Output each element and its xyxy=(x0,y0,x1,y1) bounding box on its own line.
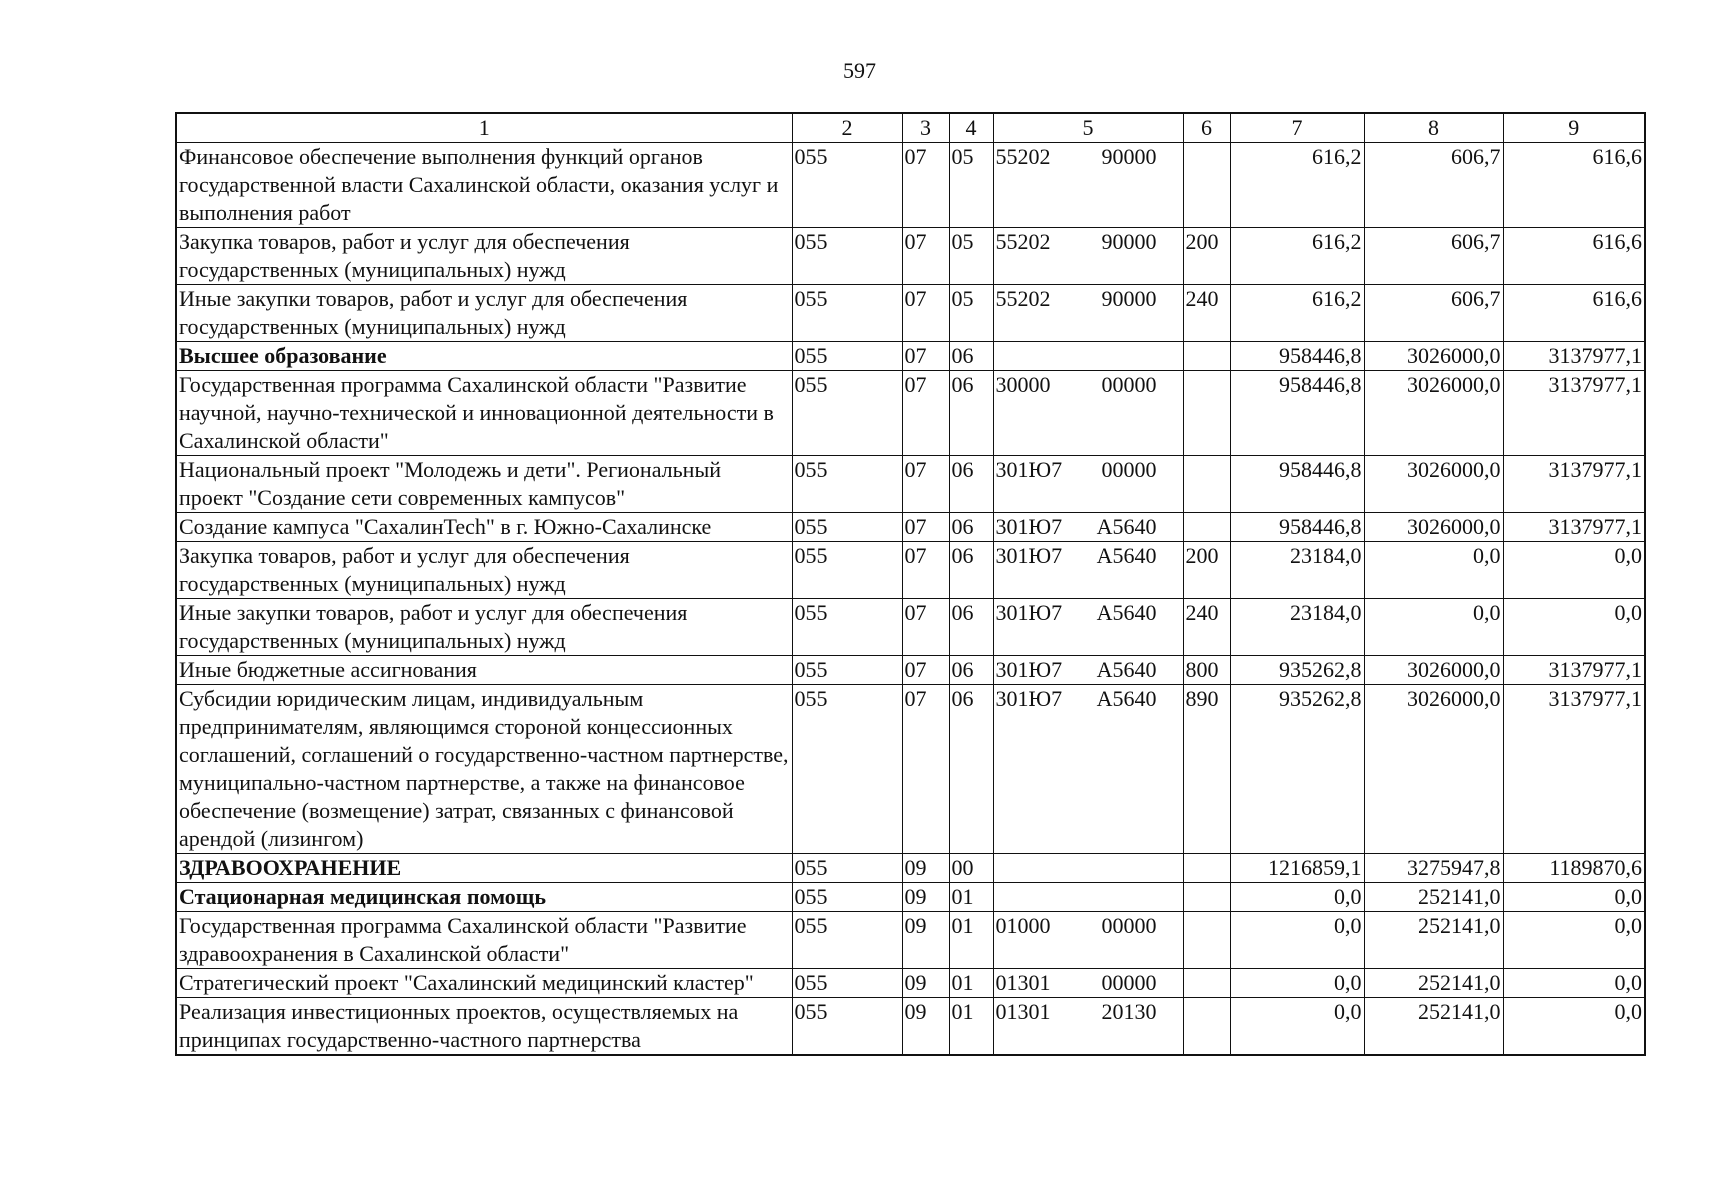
cell-c3: 07 xyxy=(902,599,949,656)
cell-c7: 935262,8 xyxy=(1230,656,1364,685)
table-row xyxy=(176,456,1645,513)
cell-c5-part-b: А5640 xyxy=(1096,514,1157,539)
cell-c7: 0,0 xyxy=(1230,912,1364,969)
cell-c5-part-b: 90000 xyxy=(1101,286,1157,311)
cell-c2: 055 xyxy=(792,228,902,285)
cell-c8: 0,0 xyxy=(1364,599,1503,656)
cell-c3: 07 xyxy=(902,342,949,371)
table-row xyxy=(176,143,1645,228)
cell-c8: 252141,0 xyxy=(1364,969,1503,998)
cell-c9: 3137977,1 xyxy=(1503,656,1645,685)
cell-c4: 06 xyxy=(949,656,993,685)
cell-c7: 0,0 xyxy=(1230,998,1364,1056)
cell-c6: 200 xyxy=(1183,542,1230,599)
cell-c3: 09 xyxy=(902,883,949,912)
cell-c2: 055 xyxy=(792,685,902,854)
cell-c5 xyxy=(993,285,1183,342)
cell-c6: 890 xyxy=(1183,685,1230,854)
cell-c6: 240 xyxy=(1183,285,1230,342)
cell-c5-part-a: 01301 xyxy=(995,970,1051,995)
cell-c8: 606,7 xyxy=(1364,143,1503,228)
cell-c2: 055 xyxy=(792,854,902,883)
cell-c3: 09 xyxy=(902,854,949,883)
cell-c5-part-b: 00000 xyxy=(1101,372,1157,397)
cell-c5-part-b: 90000 xyxy=(1101,144,1157,169)
cell-c2: 055 xyxy=(792,342,902,371)
cell-c5-part-b: 00000 xyxy=(1101,457,1157,482)
cell-c2: 055 xyxy=(792,912,902,969)
cell-c3: 07 xyxy=(902,685,949,854)
cell-c9: 3137977,1 xyxy=(1503,685,1645,854)
cell-c7: 0,0 xyxy=(1230,883,1364,912)
cell-c3: 09 xyxy=(902,969,949,998)
table-row xyxy=(176,599,1645,656)
cell-c9: 3137977,1 xyxy=(1503,513,1645,542)
cell-c6 xyxy=(1183,998,1230,1056)
row-name: Стратегический проект "Сахалинский медицинский кластер" xyxy=(176,969,792,998)
cell-c7: 958446,8 xyxy=(1230,371,1364,456)
page-number: 597 xyxy=(843,58,876,83)
cell-c3: 07 xyxy=(902,285,949,342)
table-row xyxy=(176,854,1645,883)
table-row xyxy=(176,285,1645,342)
cell-c7: 616,2 xyxy=(1230,228,1364,285)
table-row xyxy=(176,371,1645,456)
row-name: Иные бюджетные ассигнования xyxy=(176,656,792,685)
cell-c7: 0,0 xyxy=(1230,969,1364,998)
cell-c2: 055 xyxy=(792,599,902,656)
row-name: Государственная программа Сахалинской области "Развитие научной, научно-технической и инновационной деятельности в Сахалинской области" xyxy=(176,371,792,456)
cell-c8: 3275947,8 xyxy=(1364,854,1503,883)
cell-c4: 05 xyxy=(949,143,993,228)
cell-c2: 055 xyxy=(792,883,902,912)
cell-c7: 616,2 xyxy=(1230,285,1364,342)
cell-c3: 07 xyxy=(902,371,949,456)
cell-c3: 07 xyxy=(902,542,949,599)
cell-c6: 240 xyxy=(1183,599,1230,656)
cell-c2: 055 xyxy=(792,285,902,342)
cell-c8: 606,7 xyxy=(1364,285,1503,342)
cell-c3: 07 xyxy=(902,513,949,542)
cell-c5 xyxy=(993,998,1183,1056)
table-row xyxy=(176,883,1645,912)
cell-c6 xyxy=(1183,912,1230,969)
cell-c7: 616,2 xyxy=(1230,143,1364,228)
cell-c2: 055 xyxy=(792,656,902,685)
header-row xyxy=(176,113,1645,143)
cell-c9: 0,0 xyxy=(1503,542,1645,599)
cell-c8: 252141,0 xyxy=(1364,912,1503,969)
cell-c9: 616,6 xyxy=(1503,228,1645,285)
cell-c3: 07 xyxy=(902,143,949,228)
cell-c7: 23184,0 xyxy=(1230,542,1364,599)
cell-c5 xyxy=(993,228,1183,285)
cell-c2: 055 xyxy=(792,456,902,513)
cell-c4: 06 xyxy=(949,456,993,513)
cell-c5-part-b: А5640 xyxy=(1096,657,1157,682)
cell-c6 xyxy=(1183,854,1230,883)
cell-c6: 800 xyxy=(1183,656,1230,685)
cell-c7: 958446,8 xyxy=(1230,342,1364,371)
cell-c9: 616,6 xyxy=(1503,143,1645,228)
table-row xyxy=(176,685,1645,854)
cell-c8: 3026000,0 xyxy=(1364,342,1503,371)
cell-c5-part-a: 301Ю7 xyxy=(995,600,1063,625)
cell-c5-part-b: 00000 xyxy=(1101,913,1157,938)
cell-c5 xyxy=(993,599,1183,656)
cell-c5-part-b: А5640 xyxy=(1096,543,1157,568)
col-header-5: 5 xyxy=(993,113,1183,143)
cell-c2: 055 xyxy=(792,371,902,456)
cell-c5 xyxy=(993,513,1183,542)
cell-c8: 3026000,0 xyxy=(1364,371,1503,456)
table-row xyxy=(176,513,1645,542)
cell-c7: 958446,8 xyxy=(1230,456,1364,513)
cell-c4: 01 xyxy=(949,969,993,998)
col-header-3: 3 xyxy=(902,113,949,143)
cell-c4: 06 xyxy=(949,342,993,371)
cell-c2: 055 xyxy=(792,143,902,228)
cell-c2: 055 xyxy=(792,998,902,1056)
cell-c9: 616,6 xyxy=(1503,285,1645,342)
cell-c9: 0,0 xyxy=(1503,969,1645,998)
row-name: Закупка товаров, работ и услуг для обеспечения государственных (муниципальных) нужд xyxy=(176,228,792,285)
cell-c8: 3026000,0 xyxy=(1364,513,1503,542)
cell-c5 xyxy=(993,143,1183,228)
cell-c7: 935262,8 xyxy=(1230,685,1364,854)
row-name: Закупка товаров, работ и услуг для обеспечения государственных (муниципальных) нужд xyxy=(176,542,792,599)
cell-c2: 055 xyxy=(792,969,902,998)
cell-c4: 06 xyxy=(949,599,993,656)
cell-c6: 200 xyxy=(1183,228,1230,285)
table-row xyxy=(176,998,1645,1056)
cell-c7: 958446,8 xyxy=(1230,513,1364,542)
cell-c5-part-a: 301Ю7 xyxy=(995,657,1063,682)
cell-c4: 05 xyxy=(949,228,993,285)
table-row xyxy=(176,228,1645,285)
table-row xyxy=(176,542,1645,599)
cell-c5 xyxy=(993,342,1183,371)
row-name: Стационарная медицинская помощь xyxy=(176,883,792,912)
cell-c3: 07 xyxy=(902,228,949,285)
cell-c8: 3026000,0 xyxy=(1364,656,1503,685)
cell-c4: 06 xyxy=(949,513,993,542)
budget-table xyxy=(175,112,1646,1056)
table-row xyxy=(176,342,1645,371)
cell-c4: 01 xyxy=(949,998,993,1056)
cell-c5-part-a: 55202 xyxy=(995,229,1051,254)
col-header-7: 7 xyxy=(1230,113,1364,143)
cell-c8: 3026000,0 xyxy=(1364,685,1503,854)
cell-c5-part-b: А5640 xyxy=(1096,600,1157,625)
cell-c5-part-b: 00000 xyxy=(1101,970,1157,995)
cell-c5-part-a: 301Ю7 xyxy=(995,686,1063,711)
cell-c9: 1189870,6 xyxy=(1503,854,1645,883)
cell-c3: 09 xyxy=(902,912,949,969)
row-name: Национальный проект "Молодежь и дети". Региональный проект "Создание сети современных кампусов" xyxy=(176,456,792,513)
cell-c8: 252141,0 xyxy=(1364,883,1503,912)
cell-c4: 01 xyxy=(949,883,993,912)
cell-c9: 3137977,1 xyxy=(1503,342,1645,371)
row-name: Финансовое обеспечение выполнения функций органов государственной власти Сахалинской области, оказания услуг и выполнения работ xyxy=(176,143,792,228)
cell-c4: 06 xyxy=(949,371,993,456)
col-header-2: 2 xyxy=(792,113,902,143)
cell-c9: 0,0 xyxy=(1503,998,1645,1056)
cell-c6 xyxy=(1183,371,1230,456)
cell-c3: 09 xyxy=(902,998,949,1056)
col-header-9: 9 xyxy=(1503,113,1645,143)
cell-c9: 0,0 xyxy=(1503,912,1645,969)
cell-c9: 0,0 xyxy=(1503,599,1645,656)
cell-c9: 3137977,1 xyxy=(1503,456,1645,513)
row-name: Иные закупки товаров, работ и услуг для обеспечения государственных (муниципальных) нужд xyxy=(176,599,792,656)
cell-c4: 01 xyxy=(949,912,993,969)
row-name: Высшее образование xyxy=(176,342,792,371)
col-header-8: 8 xyxy=(1364,113,1503,143)
cell-c5-part-b: А5640 xyxy=(1096,686,1157,711)
cell-c5-part-a: 301Ю7 xyxy=(995,543,1063,568)
cell-c5-part-a: 301Ю7 xyxy=(995,457,1063,482)
row-name: ЗДРАВООХРАНЕНИЕ xyxy=(176,854,792,883)
cell-c8: 3026000,0 xyxy=(1364,456,1503,513)
cell-c9: 3137977,1 xyxy=(1503,371,1645,456)
cell-c5 xyxy=(993,542,1183,599)
cell-c9: 0,0 xyxy=(1503,883,1645,912)
cell-c4: 06 xyxy=(949,542,993,599)
col-header-6: 6 xyxy=(1183,113,1230,143)
cell-c7: 1216859,1 xyxy=(1230,854,1364,883)
cell-c3: 07 xyxy=(902,456,949,513)
cell-c5-part-b: 90000 xyxy=(1101,229,1157,254)
cell-c5 xyxy=(993,912,1183,969)
cell-c5-part-a: 01301 xyxy=(995,999,1051,1024)
cell-c5-part-a: 55202 xyxy=(995,144,1051,169)
cell-c3: 07 xyxy=(902,656,949,685)
table-row xyxy=(176,912,1645,969)
cell-c6 xyxy=(1183,456,1230,513)
row-name: Создание кампуса "СахалинTech" в г. Южно-Сахалинске xyxy=(176,513,792,542)
cell-c4: 05 xyxy=(949,285,993,342)
cell-c5-part-a: 30000 xyxy=(995,372,1051,397)
cell-c4: 06 xyxy=(949,685,993,854)
cell-c5 xyxy=(993,883,1183,912)
cell-c5-part-a: 01000 xyxy=(995,913,1051,938)
cell-c5 xyxy=(993,969,1183,998)
col-header-4: 4 xyxy=(949,113,993,143)
table-row xyxy=(176,969,1645,998)
cell-c5 xyxy=(993,371,1183,456)
cell-c5-part-b: 20130 xyxy=(1101,999,1157,1024)
cell-c5 xyxy=(993,854,1183,883)
cell-c4: 00 xyxy=(949,854,993,883)
cell-c5 xyxy=(993,656,1183,685)
row-name: Реализация инвестиционных проектов, осуществляемых на принципах государственно-частного партнерства xyxy=(176,998,792,1056)
cell-c6 xyxy=(1183,513,1230,542)
cell-c2: 055 xyxy=(792,513,902,542)
col-header-1: 1 xyxy=(176,113,792,143)
cell-c5-part-a: 301Ю7 xyxy=(995,514,1063,539)
row-name: Иные закупки товаров, работ и услуг для обеспечения государственных (муниципальных) нужд xyxy=(176,285,792,342)
cell-c8: 606,7 xyxy=(1364,228,1503,285)
cell-c5 xyxy=(993,685,1183,854)
cell-c6 xyxy=(1183,143,1230,228)
row-name: Субсидии юридическим лицам, индивидуальным предпринимателям, являющимся стороной концессионных соглашений, соглашений о государственно-частном партнерстве, муниципально-частном партнерстве, а также на финансовое обеспечение (возмещение) затрат, связанных с финансовой арендой (лизингом) xyxy=(176,685,792,854)
cell-c5 xyxy=(993,456,1183,513)
table-row xyxy=(176,656,1645,685)
cell-c7: 23184,0 xyxy=(1230,599,1364,656)
cell-c6 xyxy=(1183,883,1230,912)
row-name: Государственная программа Сахалинской области "Развитие здравоохранения в Сахалинской области" xyxy=(176,912,792,969)
cell-c8: 252141,0 xyxy=(1364,998,1503,1056)
cell-c6 xyxy=(1183,969,1230,998)
cell-c2: 055 xyxy=(792,542,902,599)
cell-c5-part-a: 55202 xyxy=(995,286,1051,311)
cell-c8: 0,0 xyxy=(1364,542,1503,599)
cell-c6 xyxy=(1183,342,1230,371)
